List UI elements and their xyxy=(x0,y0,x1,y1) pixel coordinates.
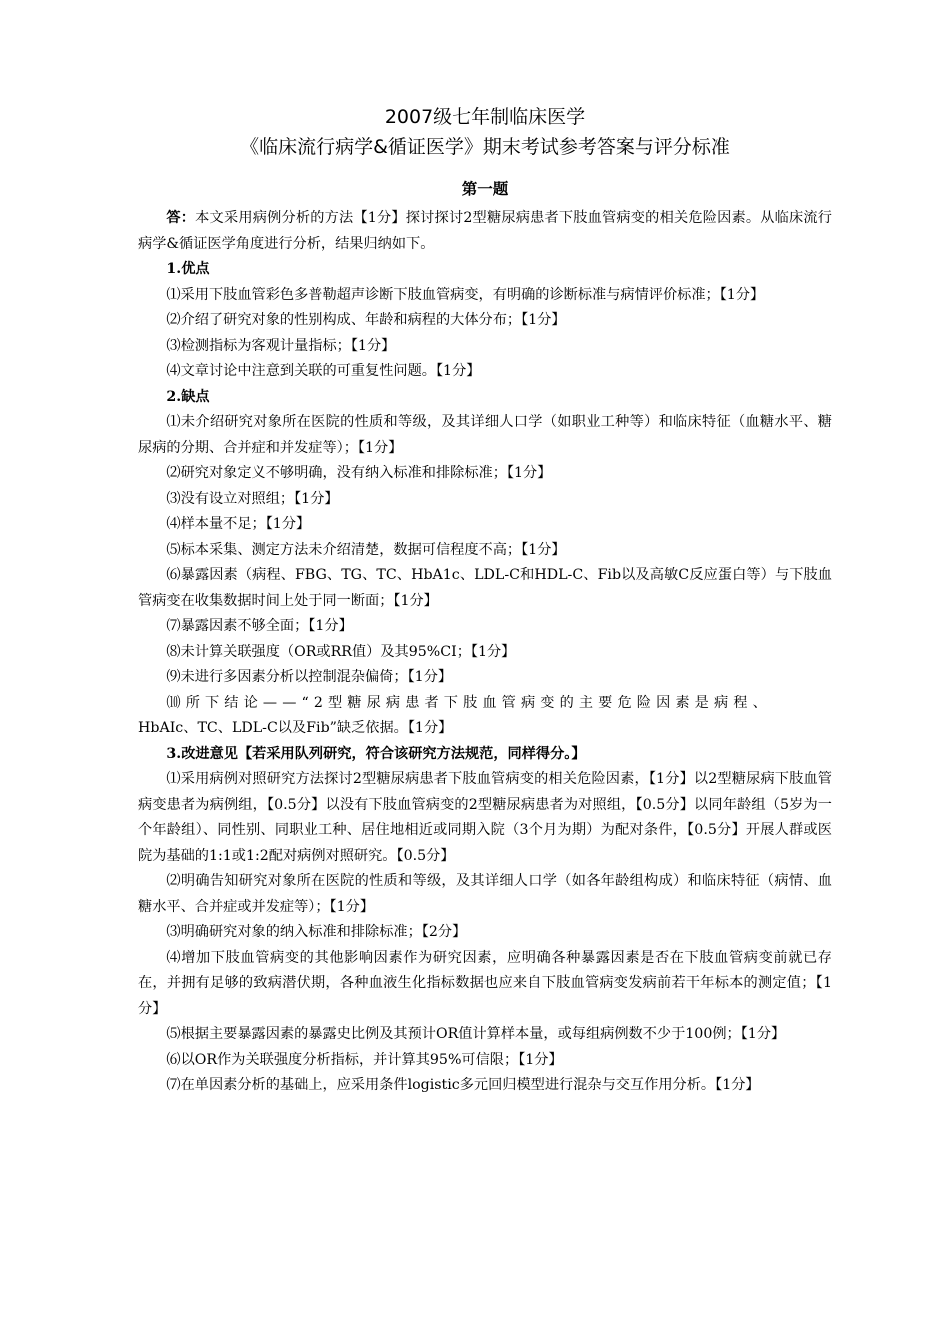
sec3-item-5: ⑸根据主要暴露因素的暴露史比例及其预计OR值计算样本量，或每组病例数不少于100例；【1分】 xyxy=(166,1026,786,1042)
sec3-item-1: ⑴采用病例对照研究方法探讨2型糖尿病患者下肢血管病变的相关危险因素，【1分】以2型糖尿病下肢血管病变患者为病例组，【0.5分】以没有下肢血管病变的2型糖尿病患者为对照组，【0.5分】以同年龄组（5岁为一个年龄组）、同性别、同职业工种、居住地相近或同期入院（3个月为期）为配对条件，【0.5分】开展人群或医院为基础的1:1或1:2配对病例对照研究。【0.5分】 xyxy=(138,771,832,864)
sec2-item-8: ⑻未计算关联强度（OR或RR值）及其95%CI；【1分】 xyxy=(166,643,516,660)
sec2-item-3: ⑶没有设立对照组；【1分】 xyxy=(166,490,339,507)
sec2-item-10-line-2: HbAIc、TC、LDL-C以及Fib”缺乏依据。【1分】 xyxy=(138,720,453,736)
title-line-2: 《临床流行病学&循证医学》期末考试参考答案与评分标准 xyxy=(240,136,730,158)
answer-intro xyxy=(138,206,832,257)
sec1-item-3: ⑶检测指标为客观计量指标；【1分】 xyxy=(166,337,396,354)
title-line-1: 2007级七年制临床医学 xyxy=(384,106,586,128)
intro-text: 本文采用病例分析的方法【1分】探讨探讨2型糖尿病患者下肢血管病变的相关危险因素。从临床流行病学&循证医学角度进行分析，结果归纳如下。 xyxy=(138,210,832,252)
sec2-item-4: ⑷样本量不足；【1分】 xyxy=(166,516,311,532)
section-2-heading: 2.缺点 xyxy=(166,388,210,405)
answer-label: 答： xyxy=(166,210,196,226)
sec3-item-6: ⑹以OR作为关联强度分析指标，并计算其95%可信限；【1分】 xyxy=(166,1051,563,1068)
sec1-item-2: ⑵介绍了研究对象的性别构成、年龄和病程的大体分布；【1分】 xyxy=(166,312,566,328)
sec3-item-7: ⑺在单因素分析的基础上，应采用条件logistic多元回归模型进行混杂与交互作用分析。【1分】 xyxy=(166,1077,760,1093)
sec3-item-4: ⑷增加下肢血管病变的其他影响因素作为研究因素，应明确各种暴露因素是否在下肢血管病变前就已存在，并拥有足够的致病潜伏期，各种血液生化指标数据也应来自下肢血管病变发病前若干年标本的测定值；【1分】 xyxy=(138,949,832,1017)
section-1-heading: 1.优点 xyxy=(166,261,210,277)
sec2-item-5: ⑸标本采集、测定方法未介绍清楚，数据可信程度不高；【1分】 xyxy=(166,541,566,558)
question-heading: 第一题 xyxy=(461,179,509,198)
sec3-item-2: ⑵明确告知研究对象所在医院的性质和等级，及其详细人口学（如各年龄组构成）和临床特征（病情、血糖水平、合并症或并发症等）；【1分】 xyxy=(138,873,832,915)
sec2-item-7: ⑺暴露因素不够全面；【1分】 xyxy=(166,618,353,634)
sec2-item-1: ⑴未介绍研究对象所在医院的性质和等级，及其详细人口学（如职业工种等）和临床特征（血糖水平、糖尿病的分期、合并症和并发症等）；【1分】 xyxy=(138,414,832,456)
sec2-item-2: ⑵研究对象定义不够明确，没有纳入标准和排除标准；【1分】 xyxy=(166,465,552,481)
section-3-heading: 3.改进意见【若采用队列研究，符合该研究方法规范，同样得分。】 xyxy=(166,745,586,762)
sec1-item-4: ⑷文章讨论中注意到关联的可重复性问题。【1分】 xyxy=(166,363,481,379)
sec3-item-3: ⑶明确研究对象的纳入标准和排除标准；【2分】 xyxy=(166,924,467,940)
sec2-item-6: ⑹暴露因素（病程、FBG、TG、TC、HbA1c、LDL-C和HDL-C、Fib以及高敏C反应蛋白等）与下肢血管病变在收集数据时间上处于同一断面；【1分】 xyxy=(138,567,832,609)
sec2-item-9: ⑼未进行多因素分析以控制混杂偏倚；【1分】 xyxy=(166,669,453,685)
sec2-item-10-line-1: ⑽所下结论——“2型糖尿病患者下肢血管病变的主要危险因素是病程、 xyxy=(166,694,772,711)
sec1-item-1: ⑴采用下肢血管彩色多普勒超声诊断下肢血管病变，有明确的诊断标准与病情评价标准；【1分】 xyxy=(166,286,765,303)
